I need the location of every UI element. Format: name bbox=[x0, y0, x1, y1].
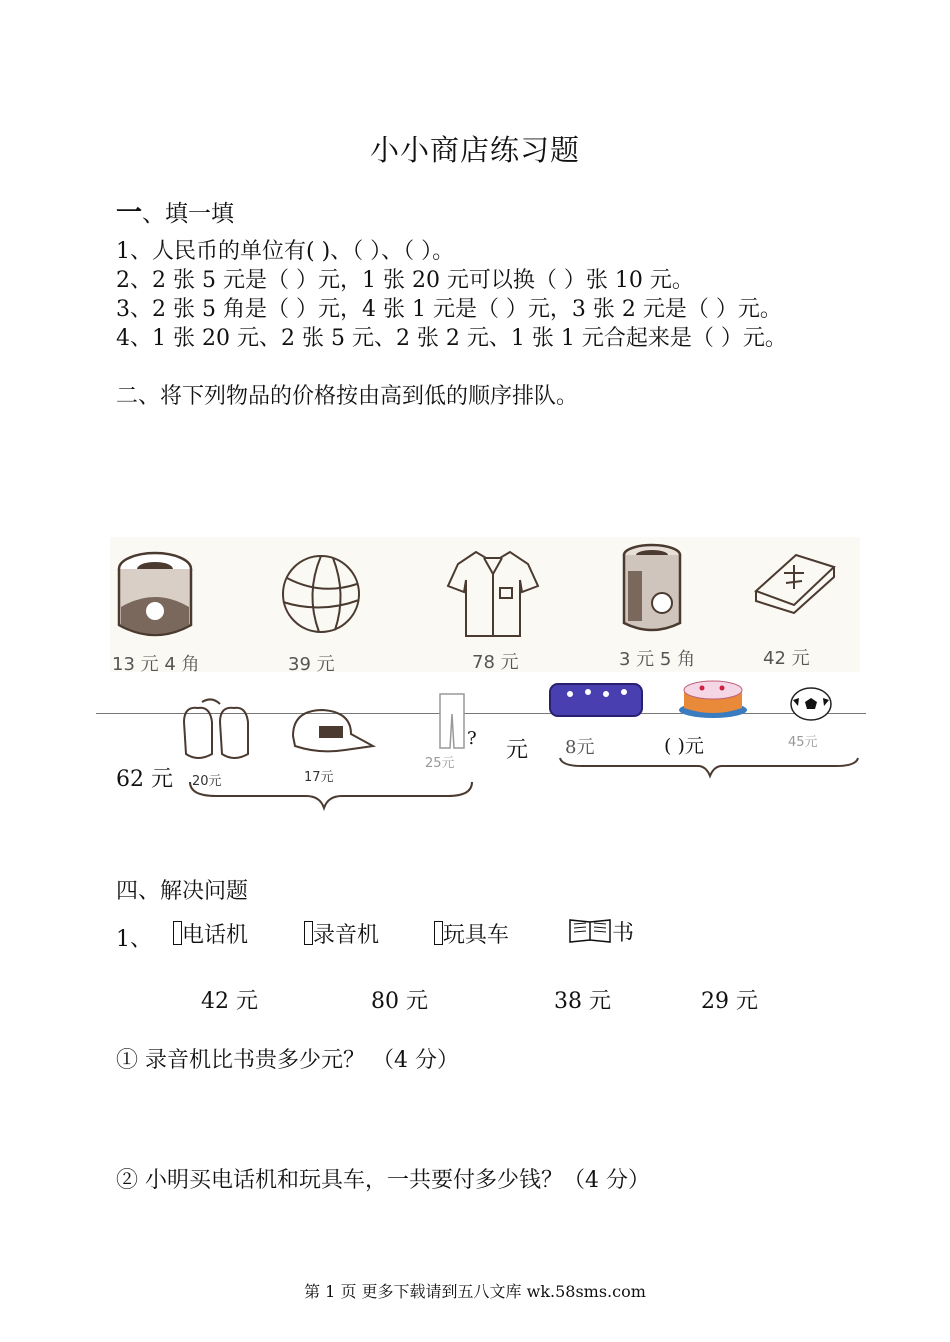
book-icon bbox=[568, 916, 612, 944]
gloves-icon bbox=[180, 698, 252, 764]
item-price: 80 元 bbox=[371, 989, 428, 1014]
item-price: ( )元 bbox=[664, 735, 704, 757]
section4-heading: 四、解决问题 bbox=[116, 879, 249, 904]
item-price: 29 元 bbox=[701, 989, 758, 1014]
question-4-2: ② 小明买电话机和玩具车，一共要付多少钱？（4 分） bbox=[116, 1168, 650, 1193]
toy-car-item bbox=[434, 918, 509, 949]
pencil-case-icon bbox=[548, 680, 644, 720]
book-item bbox=[568, 916, 634, 947]
item-price: 39 元 bbox=[288, 654, 335, 675]
basketball-icon bbox=[277, 554, 365, 634]
recorder-item bbox=[304, 918, 379, 949]
section1-heading bbox=[116, 192, 234, 229]
item-price: 17元 bbox=[304, 770, 334, 785]
item-price: 42 元 bbox=[201, 989, 258, 1014]
cake-icon bbox=[678, 676, 748, 720]
soccer-ball-icon bbox=[790, 686, 832, 722]
section1-heading-mark: 一 bbox=[116, 198, 143, 228]
phone-icon bbox=[173, 921, 182, 945]
item-label: 玩具车 bbox=[443, 923, 510, 948]
section4-problem-number: 1、 bbox=[116, 927, 152, 952]
unknown-price-unit: 元 bbox=[506, 738, 529, 763]
phone-item bbox=[173, 918, 248, 949]
medicine-box-icon bbox=[752, 551, 838, 615]
question-1-3: 3、2 张 5 角是（ ）元，4 张 1 元是（ ）元，3 张 2 元是（ ）元。 bbox=[116, 297, 782, 322]
cap-icon bbox=[289, 706, 375, 754]
question-mark: ? bbox=[467, 728, 477, 749]
item-price: 3 元 5 角 bbox=[619, 649, 696, 670]
item-label: 录音机 bbox=[313, 923, 380, 948]
question-4-1: ① 录音机比书贵多少元？ （4 分） bbox=[116, 1048, 459, 1073]
item-price: 38 元 bbox=[554, 989, 611, 1014]
tape-recorder-icon bbox=[304, 921, 313, 945]
can-icon bbox=[115, 547, 195, 642]
section1-heading-text: 、填一填 bbox=[142, 201, 235, 227]
item-price: 25元 bbox=[425, 756, 455, 771]
item-price: 42 元 bbox=[763, 648, 810, 669]
shirt-icon bbox=[446, 548, 540, 640]
section2-heading: 二、将下列物品的价格按由高到低的顺序排队。 bbox=[116, 384, 579, 409]
page-footer: 第 1 页 更多下载请到五八文库 wk.58sms.com bbox=[304, 1282, 646, 1301]
question-1-1: 1、人民币的单位有( )、（ ）、（ ）。 bbox=[116, 239, 455, 264]
pants-icon bbox=[436, 690, 468, 752]
page-title: 小小商店练习题 bbox=[369, 133, 580, 167]
item-price: 78 元 bbox=[472, 652, 519, 673]
porridge-can-icon bbox=[620, 543, 684, 637]
question-1-2: 2、2 张 5 元是（ ）元，1 张 20 元可以换（ ）张 10 元。 bbox=[116, 268, 694, 293]
left-brace bbox=[186, 778, 476, 812]
item-price: 13 元 4 角 bbox=[112, 654, 200, 675]
item-price: 8元 bbox=[565, 737, 595, 758]
toy-car-icon bbox=[434, 921, 443, 945]
item-price: 45元 bbox=[788, 735, 818, 750]
item-label: 书 bbox=[612, 921, 635, 946]
item-price: 20元 bbox=[192, 774, 222, 789]
right-brace bbox=[558, 756, 860, 778]
total-budget: 62 元 bbox=[116, 767, 173, 792]
item-label: 电话机 bbox=[182, 923, 249, 948]
question-1-4: 4、1 张 20 元、2 张 5 元、2 张 2 元、1 张 1 元合起来是（ ）元。 bbox=[116, 326, 787, 351]
